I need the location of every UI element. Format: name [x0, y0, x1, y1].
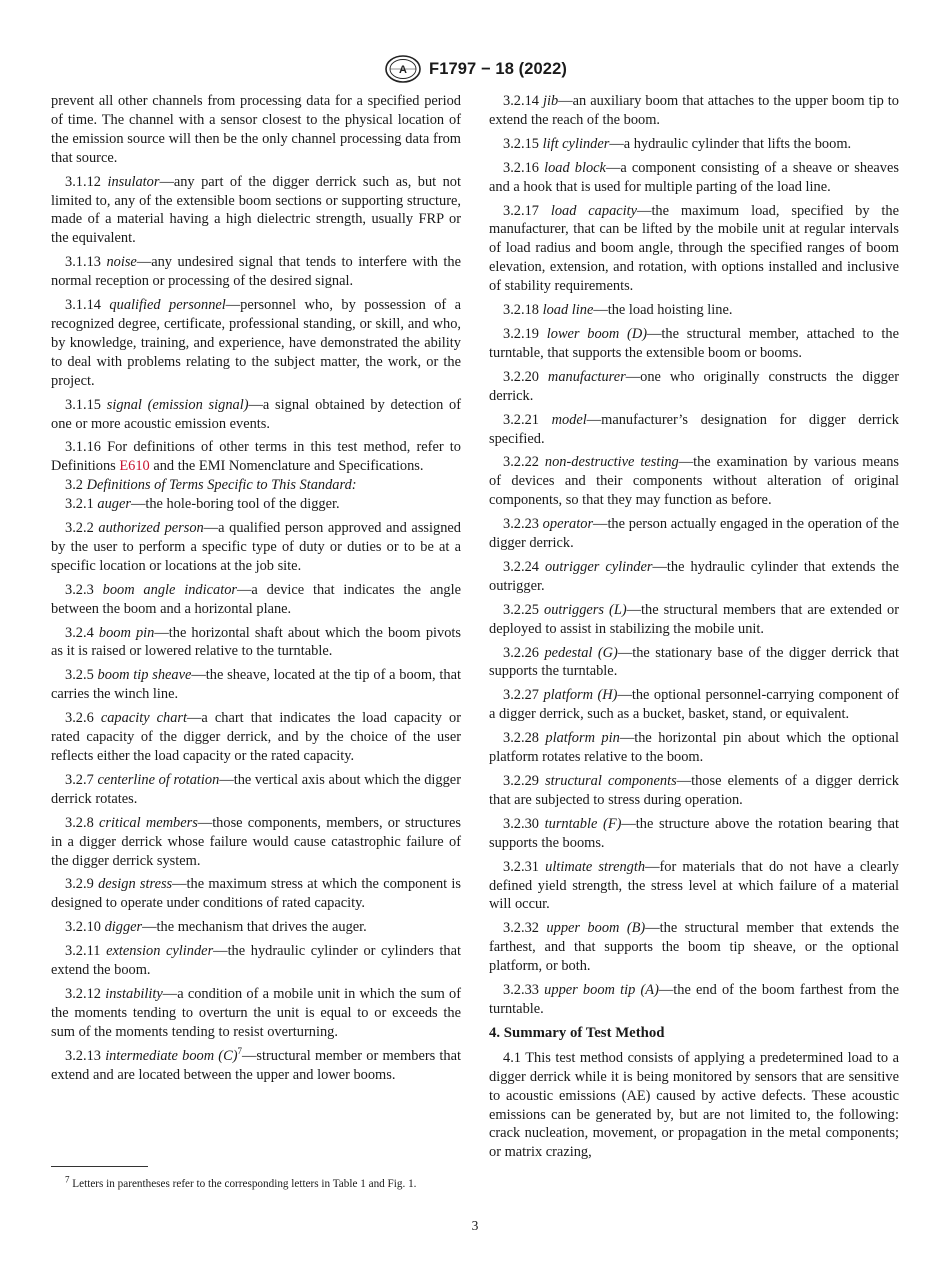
definition-text: —the end of the boom farthest from the turntable.	[489, 982, 899, 1017]
definition-paragraph	[489, 981, 899, 1019]
definition-text: —the hole-boring tool of the digger.	[130, 496, 340, 513]
footnote-text: Letters in parentheses refer to the corresponding letters in Table 1 and Fig. 1.	[72, 1178, 417, 1190]
section-number: 3.2.29	[503, 773, 546, 789]
section-number: 3.2.8	[65, 814, 100, 831]
section-number: 4.1	[503, 1049, 526, 1066]
defined-term: load block	[544, 159, 606, 176]
section-number: 3.2.23	[503, 516, 543, 533]
definition-paragraph	[489, 135, 899, 154]
definition-paragraph	[51, 875, 461, 913]
definition-paragraph	[51, 92, 461, 168]
defined-term: extension cylinder	[106, 943, 214, 960]
section-number: 3.2.5	[65, 667, 98, 684]
definition-text: —the hydraulic cylinder that extends the outrigger.	[489, 558, 899, 594]
defined-term: digger	[104, 919, 143, 936]
defined-term: ultimate strength	[545, 858, 646, 875]
definition-text: —the structural member, attached to the turntable, that supports the extensible boom or booms.	[489, 325, 900, 361]
definition-text: —personnel who, by possession of a recognized degree, certificate, professional standing, or skill, and who, by knowledge, training, and experience, have demonstrated the ability to deal with problems relating to the subject matter, the work, or the project.	[51, 297, 462, 389]
section-number: 3.2.26	[503, 644, 545, 661]
definition-text: —for materials that do not have a clearly defined yield strength, the stress level at which failure of a material will occur.	[489, 858, 899, 913]
definition-paragraph	[51, 918, 461, 937]
definition-text: —any undesired signal that tends to interfere with the normal reception or processing of the desired signal.	[51, 254, 461, 290]
defined-term: boom pin	[98, 624, 155, 641]
section-number: 3.2.20	[503, 368, 548, 385]
section-number: 3.2.2	[65, 520, 99, 537]
definition-text: —the horizontal pin about which the optional platform rotates relative to the boom.	[489, 730, 900, 766]
defined-term: upper boom tip (A)	[544, 982, 659, 999]
defined-term: intermediate boom (C)	[105, 1047, 238, 1064]
definition-paragraph	[489, 368, 899, 406]
definition-paragraph	[489, 644, 899, 682]
definition-text: —a qualified person approved and assigned by the user to perform a specific type of duty or duties or to be at a specific location or locations at the job site.	[51, 520, 461, 574]
definition-paragraph	[489, 601, 899, 639]
definition-text: —manufacturer’s designation for digger derrick specified.	[489, 411, 899, 447]
definition-paragraph	[51, 253, 461, 291]
definition-text: —the hydraulic cylinder or cylinders that extend the boom.	[51, 943, 461, 979]
defined-term: qualified personnel	[109, 297, 226, 314]
section-number: 3.2.13	[65, 1047, 106, 1064]
definition-text: —structural member or members that extend and are located between the upper and lower booms.	[51, 1047, 462, 1083]
summary-text: This test method consists of applying a predetermined load to a digger derrick while it is being monitored by sensors that are sensitive to acoustic emissions (AE) caused by active defects. These acoustic emissions can be generated by, but are not limited to, the following: crack nucleation, movement, or propagation in the metal components; or matrix crazing,	[489, 1049, 900, 1161]
section-number: 3.2.10	[65, 919, 105, 936]
defined-term: platform pin	[545, 730, 620, 747]
section-number: 3.2	[65, 477, 87, 494]
section-number: 3.1.13	[65, 254, 107, 271]
section-number: 3.2.14	[503, 93, 544, 109]
subsection-heading: Definitions of Terms Specific to This Standard:	[86, 477, 357, 494]
defined-term: platform (H)	[543, 687, 618, 704]
page-header	[0, 54, 950, 89]
definition-text: —a component consisting of a sheave or sheaves and a hook that is used for multiple parting of the load line.	[489, 159, 899, 195]
definition-paragraph	[51, 581, 461, 619]
defined-term: lift cylinder	[542, 135, 610, 152]
section-number: 3.2.4	[65, 624, 99, 641]
section-number: 3.2.27	[503, 687, 544, 704]
section-number: 3.2.24	[503, 558, 545, 575]
section-number: 3.2.31	[503, 858, 546, 875]
defined-term: noise	[106, 254, 137, 271]
definition-paragraph	[489, 202, 899, 297]
definition-text: —the person actually engaged in the operation of the digger derrick.	[489, 516, 900, 552]
body-text: and the EMI Nomenclature and Specifications.	[149, 458, 424, 475]
definition-paragraph	[51, 771, 461, 809]
section-number: 3.2.1	[65, 496, 98, 513]
section-number: 3.1.15	[65, 396, 107, 413]
defined-term: operator	[542, 516, 594, 533]
definition-text: prevent all other channels from processing data for a specified period of time. The channel with a sensor closest to the physical location of the emission source will then be the only channel processing data from that source.	[51, 93, 461, 166]
definition-paragraph	[489, 686, 899, 724]
definition-paragraph	[51, 814, 461, 871]
definition-paragraph	[489, 558, 899, 596]
section-number: 3.1.14	[65, 297, 110, 314]
defined-term: turntable (F)	[544, 815, 622, 832]
defined-term: design stress	[98, 876, 173, 893]
defined-term: instability	[105, 985, 163, 1002]
section-number: 3.2.30	[503, 815, 545, 832]
definition-text: —the maximum stress at which the component is designed to operate under conditions of rated capacity.	[51, 876, 462, 912]
section-number: 3.2.28	[503, 730, 546, 747]
definition-text: —the structural members that are extended or deployed to assist in stabilizing the mobile unit.	[489, 601, 899, 637]
section-number: 3.2.33	[503, 982, 545, 999]
defined-term: non-destructive testing	[544, 454, 679, 471]
section-number: 3.1.16	[65, 439, 108, 456]
definition-paragraph	[51, 296, 461, 391]
document-designation: F1797 − 18 (2022)	[429, 59, 567, 78]
definition-paragraph	[489, 453, 899, 510]
definition-paragraph	[51, 666, 461, 704]
footnote	[51, 1174, 463, 1191]
defined-term: load capacity	[550, 202, 638, 219]
right-column	[489, 92, 899, 1167]
section-number: 3.2.12	[65, 985, 106, 1002]
section-number: 3.2.19	[503, 325, 547, 342]
definition-text: —any part of the digger derrick such as, but not limited to, any of the extensible boom sections or supporting structure, made of a material having a high dielectric strength, usually FRP or the equivalent.	[51, 173, 461, 247]
definition-text: —a hydraulic cylinder that lifts the boom.	[609, 135, 852, 152]
definition-text: —the horizontal shaft about which the boom pivots as it is raised or lowered relative to the turntable.	[51, 624, 462, 660]
definition-paragraph	[51, 396, 461, 434]
definition-paragraph	[489, 729, 899, 767]
defined-term: boom tip sheave	[97, 667, 192, 684]
svg-text:A: A	[399, 64, 408, 76]
section-number: 3.2.6	[65, 710, 101, 727]
defined-term: signal (emission signal)	[106, 396, 249, 413]
defined-term: lower boom (D)	[546, 325, 648, 342]
definition-text: —the mechanism that drives the auger.	[142, 919, 367, 936]
section-number: 3.2.25	[503, 601, 545, 618]
definition-text: —those components, members, or structures in a digger derrick whose failure would cause catastrophic failure of the digger derrick system.	[51, 814, 461, 869]
defined-term: pedestal (G)	[544, 644, 618, 661]
section-number: 3.2.16	[503, 159, 545, 176]
defined-term: outriggers (L)	[544, 601, 627, 618]
definition-paragraph	[489, 92, 899, 130]
section-number: 3.2.11	[65, 943, 107, 960]
definition-paragraph	[51, 624, 461, 662]
definition-paragraph	[51, 942, 461, 980]
astm-logo-icon	[383, 54, 423, 84]
definition-text: —the load hoisting line.	[593, 302, 733, 319]
defined-term: centerline of rotation	[97, 771, 220, 788]
definition-text: —an auxiliary boom that attaches to the upper boom tip to extend the reach of the boom.	[489, 93, 899, 128]
definition-paragraph	[489, 772, 899, 810]
footnote-reference: 7	[237, 1045, 242, 1056]
section-number: 3.2.17	[503, 202, 551, 219]
definition-text: —a signal obtained by detection of one or more acoustic emission events.	[51, 396, 462, 432]
definition-paragraph	[489, 919, 899, 976]
defined-term: critical members	[99, 814, 198, 831]
definition-paragraph	[489, 411, 899, 449]
definition-text: —the examination by various means of devices and their components without alteration of original components, so that they may function as before.	[489, 454, 900, 509]
footnote-mark: 7	[65, 1174, 70, 1185]
reference-link[interactable]: E610	[119, 458, 150, 475]
definition-paragraph	[51, 985, 461, 1042]
definition-text: —the sheave, located at the tip of a boom, that carries the winch line.	[51, 667, 461, 703]
definition-text: —the maximum load, specified by the manufacturer, that can be lifted by the mobile unit at regular intervals of load radius and boom angle, through the specified ranges of boom elevation, extension, and rotation, with options installed and inclusive of stability requirements.	[489, 202, 899, 295]
definition-text: —a condition of a mobile unit in which the sum of the moments tending to overturn the unit is equal to or exceeds the sum of the moments tending to resist overturning.	[51, 985, 461, 1040]
body-text: For definitions of other terms in this test method, refer to Definitions	[51, 439, 462, 475]
defined-term: structural components	[545, 773, 677, 789]
defined-term: manufacturer	[547, 368, 626, 385]
summary-paragraph	[489, 1049, 899, 1162]
defined-term: auger	[97, 496, 131, 513]
definition-paragraph	[51, 709, 461, 766]
definition-text: —the stationary base of the digger derrick that supports the turntable.	[489, 644, 899, 680]
definition-text: —the vertical axis about which the digger derrick rotates.	[51, 771, 461, 807]
defined-term: capacity chart	[100, 710, 188, 727]
definition-paragraph	[51, 476, 461, 495]
definition-text: —the optional personnel-carrying component of a digger derrick, such as a bucket, basket, stand, or equivalent.	[489, 687, 900, 723]
section-number: 3.2.18	[503, 302, 543, 319]
section-number: 3.2.9	[65, 876, 99, 893]
left-column	[51, 92, 461, 1090]
defined-term: authorized person	[98, 520, 204, 537]
definition-paragraph	[489, 325, 899, 363]
definition-text: —a device that indicates the angle between the boom and a horizontal plane.	[51, 581, 461, 617]
definition-text: —a chart that indicates the load capacity or rated capacity of the digger derrick, and by the choice of the user reflects either the load capacity or the rated capacity.	[51, 710, 461, 764]
page-number: 3	[471, 1218, 479, 1233]
definition-paragraph	[489, 515, 899, 553]
definition-paragraph	[489, 159, 899, 197]
section-number: 3.2.22	[503, 454, 545, 471]
definition-paragraph	[51, 1047, 461, 1085]
definition-paragraph	[51, 438, 461, 476]
defined-term: model	[551, 411, 587, 428]
defined-term: upper boom (B)	[546, 920, 646, 937]
defined-term: jib	[543, 93, 559, 109]
section-number: 3.2.15	[503, 135, 543, 152]
definition-text: —one who originally constructs the digger derrick.	[489, 368, 900, 404]
definition-paragraph	[489, 815, 899, 853]
definition-paragraph	[489, 301, 899, 320]
definition-paragraph	[51, 173, 461, 249]
definition-text: —those elements of a digger derrick that are subjected to stress during operation.	[489, 773, 900, 808]
section-number: 3.2.21	[503, 411, 552, 428]
footnote-divider	[51, 1166, 148, 1167]
defined-term: insulator	[107, 173, 160, 190]
definition-text: —the structure above the rotation bearing that supports the booms.	[489, 815, 899, 851]
definition-paragraph	[489, 858, 899, 915]
defined-term: load line	[542, 302, 594, 319]
definition-text: —the structural member that extends the farthest, and that supports the boom tip sheave, or the optional platform, or both.	[489, 920, 900, 975]
definition-paragraph	[51, 519, 461, 576]
section-number: 3.2.32	[503, 920, 547, 937]
defined-term: outrigger cylinder	[544, 558, 653, 575]
section-number: 3.2.7	[65, 771, 98, 788]
definition-paragraph	[51, 495, 461, 514]
section-number: 3.2.3	[65, 581, 103, 598]
defined-term: boom angle indicator	[102, 581, 238, 598]
section-number: 3.1.12	[65, 173, 108, 190]
section-heading: 4. Summary of Test Method	[489, 1024, 665, 1041]
